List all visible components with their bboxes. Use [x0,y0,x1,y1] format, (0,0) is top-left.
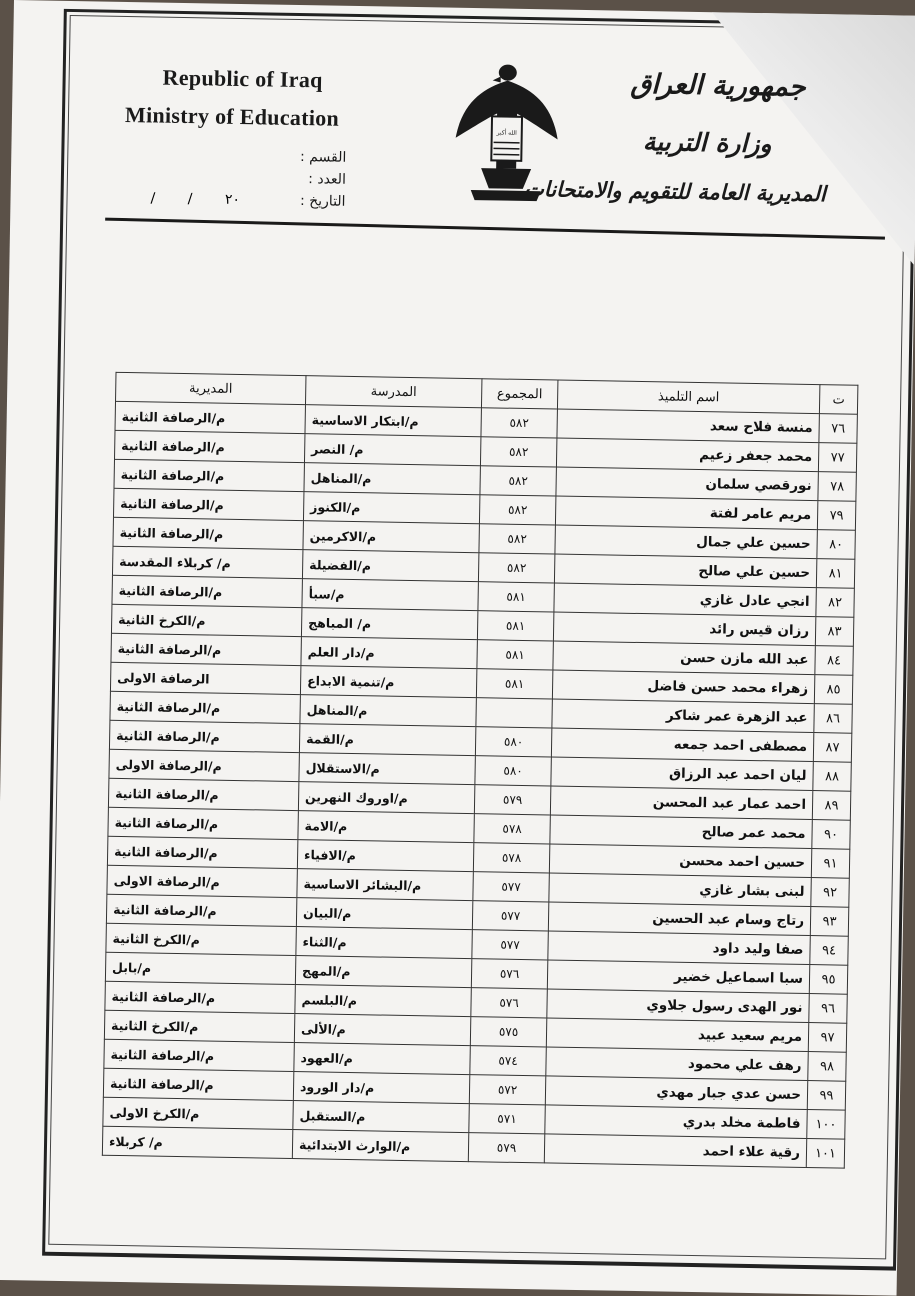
student-total: ٥٨٠ [475,756,551,786]
student-name: زهراء محمد حسن فاضل [552,670,814,704]
student-name: ليان احمد عبد الرزاق [551,757,813,791]
row-index: ٧٨ [818,472,857,502]
student-name: محمد جعفر زعيم [556,438,818,472]
student-total: ٥٧١ [469,1104,545,1134]
header-index: ت [819,385,858,415]
school-name: م/المناهل [300,695,476,727]
row-index: ٨٩ [812,791,851,821]
student-total: ٥٧٥ [470,1017,546,1047]
student-name: رقية علاء احمد [544,1134,806,1168]
row-index: ٨١ [816,559,855,589]
directorate-name: م/ كربلاء المقدسة [112,546,302,578]
directorate-name: م/الرصافة الثانية [103,1068,293,1100]
school-name: م/البشائر الاساسية [297,869,473,901]
student-name: رتاج وسام عبد الحسين [548,902,810,936]
header-school: المدرسة [305,376,481,408]
school-name: م/دار العلم [301,637,477,669]
student-name: انجي عادل غازي [554,583,816,617]
directorate-name: م/الرصافة الثانية [108,778,298,810]
directorate-name: م/الرصافة الثانية [107,836,297,868]
school-name: م/القمة [299,724,475,756]
directorate-name: م/الرصافة الثانية [109,720,299,752]
school-name: م/دار الورود [293,1072,469,1104]
student-name: رزان قيس رائد [553,612,815,646]
student-total: ٥٨٢ [480,437,556,467]
school-name: م/تنمية الابداع [300,666,476,698]
row-index: ٩١ [811,849,850,879]
directorate-name: م/الكرخ الثانية [111,604,301,636]
row-index: ٨٦ [814,704,853,734]
header-total: المجموع [481,379,557,409]
directorate-name: م/الكرخ الثانية [106,923,296,955]
student-total: ٥٧٩ [468,1133,544,1163]
arabic-header-directorate: المديرية العامة للتقويم والامتحانات [523,176,826,207]
student-total: ٥٨٢ [479,495,555,525]
results-table [102,372,859,1169]
school-name: م/ النصر [304,434,480,466]
number-field: العدد : [308,171,347,188]
directorate-name: م/الرصافة الثانية [106,894,296,926]
school-name: م/الألى [294,1014,470,1046]
student-total: ٥٨١ [478,582,554,612]
school-name: م/الستقبل [293,1101,469,1133]
student-total: ٥٨٠ [475,727,551,757]
directorate-name: الرصافة الاولى [110,662,300,694]
directorate-name: م/الرصافة الثانية [105,981,295,1013]
row-index: ٨٨ [813,762,852,792]
school-name: م/الكنوز [303,492,479,524]
row-index: ٩٤ [810,936,849,966]
student-name: محمد عمر صالح [550,815,812,849]
school-name: م/الاكرمين [303,521,479,553]
row-index: ١٠١ [806,1139,845,1169]
school-name: م/سبأ [302,579,478,611]
student-name: سبا اسماعيل خضير [547,960,809,994]
student-name: احمد عمار عبد المحسن [550,786,812,820]
student-name: نور الهدى رسول جلاوي [547,989,809,1023]
school-name: م/الوارث الابتدائية [292,1130,468,1162]
school-name: م/اوروك النهرين [298,782,474,814]
directorate-name: م/الرصافة الثانية [112,575,302,607]
header-student-name: اسم التلميذ [557,380,819,414]
student-name: حسن عدي جبار مهدي [545,1076,807,1110]
student-total [476,698,552,728]
student-total: ٥٧٧ [473,872,549,902]
row-index: ٩٧ [808,1023,847,1053]
student-name: رهف علي محمود [546,1047,808,1081]
student-name: منسة فلاح سعد [557,409,819,443]
directorate-name: م/بابل [105,952,295,984]
date-field-label: التاريخ : [299,193,346,210]
school-name: م/الاستقلال [299,753,475,785]
student-name: مريم سعيد عبيد [546,1018,808,1052]
row-index: ٩٢ [811,878,850,908]
directorate-name: م/الرصافة الاولى [107,865,297,897]
student-total: ٥٧٦ [471,988,547,1018]
directorate-name: م/الرصافة الاولى [109,749,299,781]
school-name: م/المناهل [304,463,480,495]
date-field-value: / / ٢٠ [150,190,241,208]
school-name: م/العهود [294,1043,470,1075]
student-total: ٥٨٢ [480,466,556,496]
directorate-name: م/الرصافة الثانية [113,488,303,520]
english-header-ministry: Ministry of Education [124,101,340,131]
directorate-name: م/الرصافة الثانية [114,430,304,462]
student-total: ٥٨٢ [478,553,554,583]
student-total: ٥٧٨ [474,814,550,844]
student-name: لبنى بشار غازي [549,873,811,907]
directorate-name: م/الرصافة الثانية [113,517,303,549]
student-total: ٥٧٩ [474,785,550,815]
student-total: ٥٨١ [477,640,553,670]
row-index: ٩٠ [812,820,851,850]
school-name: م/البلسم [295,985,471,1017]
english-header-country: Republic of Iraq [162,64,323,93]
school-name: م/الثناء [296,927,472,959]
directorate-name: م/الرصافة الثانية [115,401,305,433]
row-index: ٨٢ [816,588,855,618]
student-name: عبد الزهرة عمر شاكر [552,699,814,733]
header-directorate: المديرية [116,372,306,404]
student-total: ٥٧٢ [469,1075,545,1105]
school-name: م/الفضيلة [302,550,478,582]
row-index: ٩٦ [809,994,848,1024]
school-name: م/المهج [295,956,471,988]
student-total: ٥٨٢ [481,408,557,438]
directorate-name: م/ كربلاء [102,1126,292,1158]
student-total: ٥٨١ [477,611,553,641]
row-index: ٧٧ [818,443,857,473]
row-index: ٩٣ [810,907,849,937]
arabic-header-ministry: وزارة التربية [642,126,772,159]
student-total: ٥٧٨ [473,843,549,873]
row-index: ٩٨ [808,1052,847,1082]
student-total: ٥٨١ [476,669,552,699]
student-name: صفا وليد داود [548,931,810,965]
directorate-name: م/الرصافة الثانية [110,691,300,723]
student-name: فاطمة مخلد بدري [545,1105,807,1139]
row-index: ٧٩ [817,501,856,531]
student-name: حسين علي صالح [554,554,816,588]
directorate-name: م/الرصافة الثانية [108,807,298,839]
row-index: ٨٤ [815,646,854,676]
directorate-name: م/الكرخ الاولى [103,1097,293,1129]
student-total: ٥٧٧ [472,901,548,931]
school-name: م/الافياء [297,840,473,872]
student-name: حسين علي جمال [555,525,817,559]
student-name: حسين احمد محسن [549,844,811,878]
school-name: م/ابتكار الاساسية [305,405,481,437]
department-field: القسم : [299,149,347,166]
student-name: عبد الله مازن حسن [553,641,815,675]
student-name: مصطفى احمد جمعه [551,728,813,762]
row-index: ٩٥ [809,965,848,995]
student-name: نورقصي سلمان [556,467,818,501]
school-name: م/الامة [298,811,474,843]
directorate-name: م/الكرخ الثانية [104,1010,294,1042]
row-index: ١٠٠ [807,1110,846,1140]
directorate-name: م/الرصافة الثانية [114,459,304,491]
directorate-name: م/الرصافة الثانية [111,633,301,665]
student-name: مريم عامر لفتة [555,496,817,530]
directorate-name: م/الرصافة الثانية [104,1039,294,1071]
student-total: ٥٧٧ [472,930,548,960]
row-index: ٩٩ [807,1081,846,1111]
row-index: ٧٦ [819,414,858,444]
arabic-header-country: جمهورية العراق [630,68,806,103]
student-total: ٥٨٢ [479,524,555,554]
school-name: م/ المباهج [301,608,477,640]
student-total: ٥٧٤ [470,1046,546,1076]
row-index: ٨٥ [814,675,853,705]
student-total: ٥٧٦ [471,959,547,989]
emblem-text: الله أكبر [496,129,517,137]
school-name: م/البيان [296,898,472,930]
row-index: ٨٧ [813,733,852,763]
row-index: ٨٣ [815,617,854,647]
row-index: ٨٠ [817,530,856,560]
